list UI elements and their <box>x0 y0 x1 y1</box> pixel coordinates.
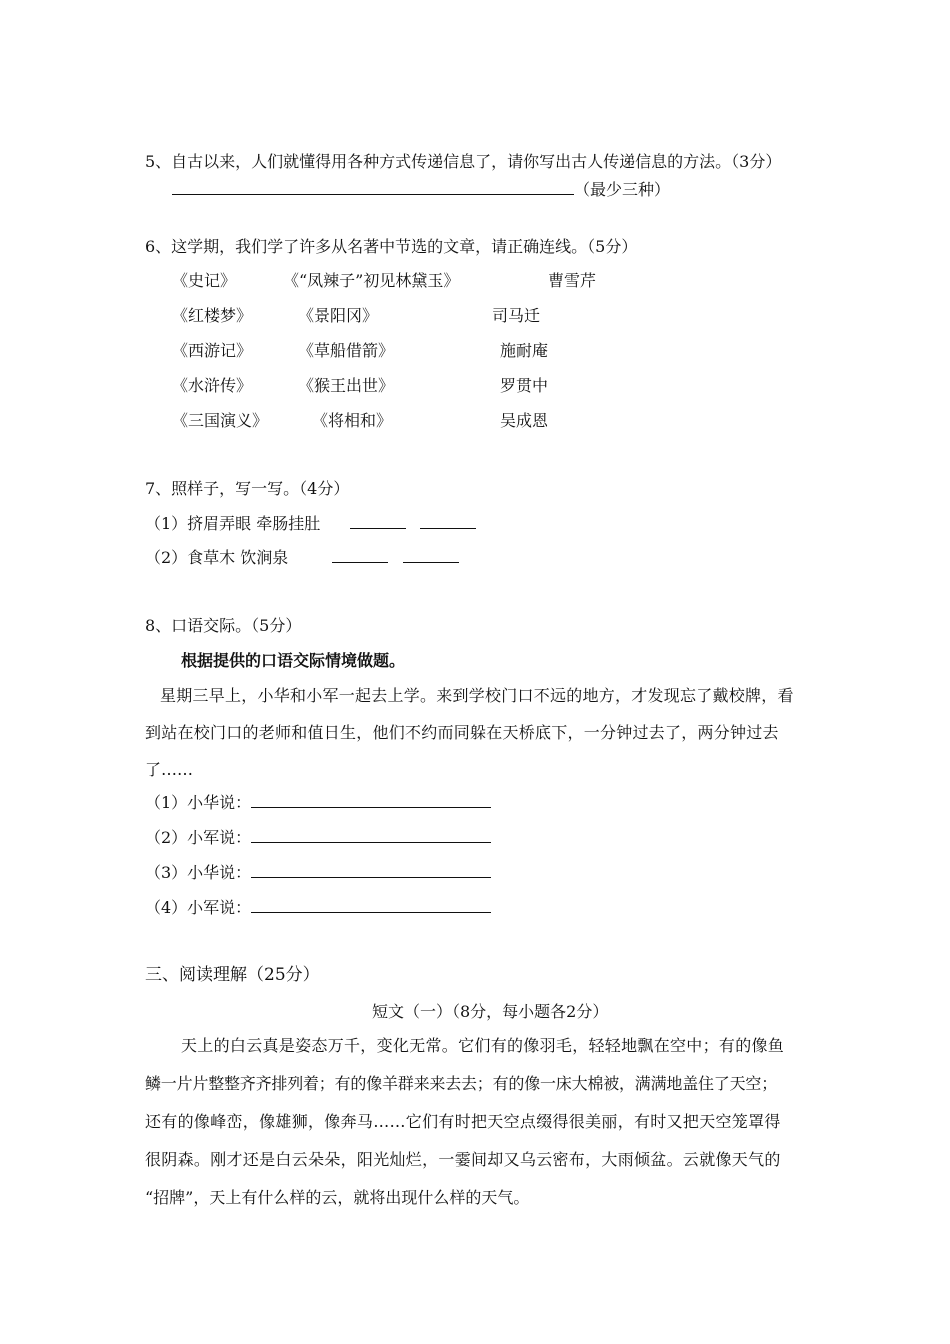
q8-dialogue-1-label: （1）小华说： <box>145 793 252 812</box>
q6-book-3: 《西游记》 <box>172 341 253 360</box>
q8-dialogue-3 <box>145 863 491 883</box>
q8-scenario-line-2: 到站在校门口的老师和值日生，他们不约而同躲在天桥底下，一分钟过去了，两分钟过去 <box>145 723 779 742</box>
q6-text-2: 《景阳冈》 <box>298 306 379 325</box>
q6-question: 6、这学期，我们学了许多从名著中节选的文章，请正确连线。（5分） <box>145 237 638 256</box>
q6-text-3: 《草船借箭》 <box>298 341 395 360</box>
q7-item-2 <box>145 548 288 568</box>
q6-book-4: 《水浒传》 <box>172 376 253 395</box>
passage-line-1: 天上的白云真是姿态万千，变化无常。它们有的像羽毛，轻轻地飘在空中；有的像鱼 <box>181 1036 785 1055</box>
q6-author-1: 曹雪芹 <box>548 271 597 290</box>
q6-text-1: 《“凤辣子”初见林黛玉》 <box>283 271 460 290</box>
q7-item-1-text: （1）挤眉弄眼 牵肠挂肚 <box>145 514 321 533</box>
q6-author-2: 司马迁 <box>492 306 541 325</box>
q5-question: 5、自古以来，人们就懂得用各种方式传递信息了，请你写出古人传递信息的方法。（3分） <box>145 152 782 171</box>
q7-item-1 <box>145 514 320 534</box>
q8-question: 8、口语交际。（5分） <box>145 616 302 635</box>
passage-1-title: 短文（一）（8分，每小题各2分） <box>372 1002 609 1021</box>
q6-author-5: 吴成恩 <box>500 411 549 430</box>
q5-hint: （最少三种） <box>574 180 671 199</box>
passage-line-4: 很阴森。刚才还是白云朵朵，阳光灿烂，一霎间却又乌云密布，大雨倾盆。云就像天气的 <box>145 1150 781 1169</box>
q7-item-2-blank-1[interactable] <box>332 548 388 563</box>
q7-item-2-blank-2[interactable] <box>403 548 459 563</box>
q6-author-4: 罗贯中 <box>500 376 549 395</box>
passage-line-5: “招牌”，天上有什么样的云，就将出现什么样的天气。 <box>145 1188 530 1207</box>
q5-blank[interactable] <box>172 180 574 195</box>
q7-item-1-blank-1[interactable] <box>350 514 406 529</box>
q8-dialogue-2-label: （2）小军说： <box>145 828 252 847</box>
q8-dialogue-4-label: （4）小军说： <box>145 898 252 917</box>
q7-item-2-text: （2）食草木 饮涧泉 <box>145 548 289 567</box>
passage-line-2: 鳞一片片整整齐齐排列着；有的像羊群来来去去；有的像一床大棉被，满满地盖住了天空； <box>145 1074 778 1093</box>
section-3-title: 三、阅读理解（25分） <box>145 965 320 985</box>
q8-dialogue-1 <box>145 793 491 813</box>
q8-dialogue-3-label: （3）小华说： <box>145 863 252 882</box>
q8-dialogue-2 <box>145 828 491 848</box>
q7-item-1-blank-2[interactable] <box>420 514 476 529</box>
q6-book-2: 《红楼梦》 <box>172 306 253 325</box>
q7-question: 7、照样子，写一写。（4分） <box>145 479 350 498</box>
q6-text-4: 《猴王出世》 <box>298 376 395 395</box>
q6-book-5: 《三国演义》 <box>172 411 269 430</box>
q8-dialogue-4 <box>145 898 491 918</box>
q8-dialogue-1-blank[interactable] <box>251 793 491 808</box>
q8-scenario-line-3: 了…… <box>145 760 194 779</box>
q6-text-5: 《将相和》 <box>312 411 393 430</box>
q8-dialogue-4-blank[interactable] <box>251 898 491 913</box>
q8-dialogue-2-blank[interactable] <box>251 828 491 843</box>
q5-answer-line <box>172 180 670 200</box>
q8-dialogue-3-blank[interactable] <box>251 863 491 878</box>
q6-book-1: 《史记》 <box>172 271 237 290</box>
q8-scenario-line-1: 星期三早上，小华和小军一起去上学。来到学校门口不远的地方，才发现忘了戴校牌，看 <box>160 686 794 705</box>
q8-instruction: 根据提供的口语交际情境做题。 <box>181 651 406 670</box>
passage-line-3: 还有的像峰峦，像雄狮，像奔马……它们有时把天空点缀得很美丽，有时又把天空笼罩得 <box>145 1112 781 1131</box>
q6-author-3: 施耐庵 <box>500 341 549 360</box>
